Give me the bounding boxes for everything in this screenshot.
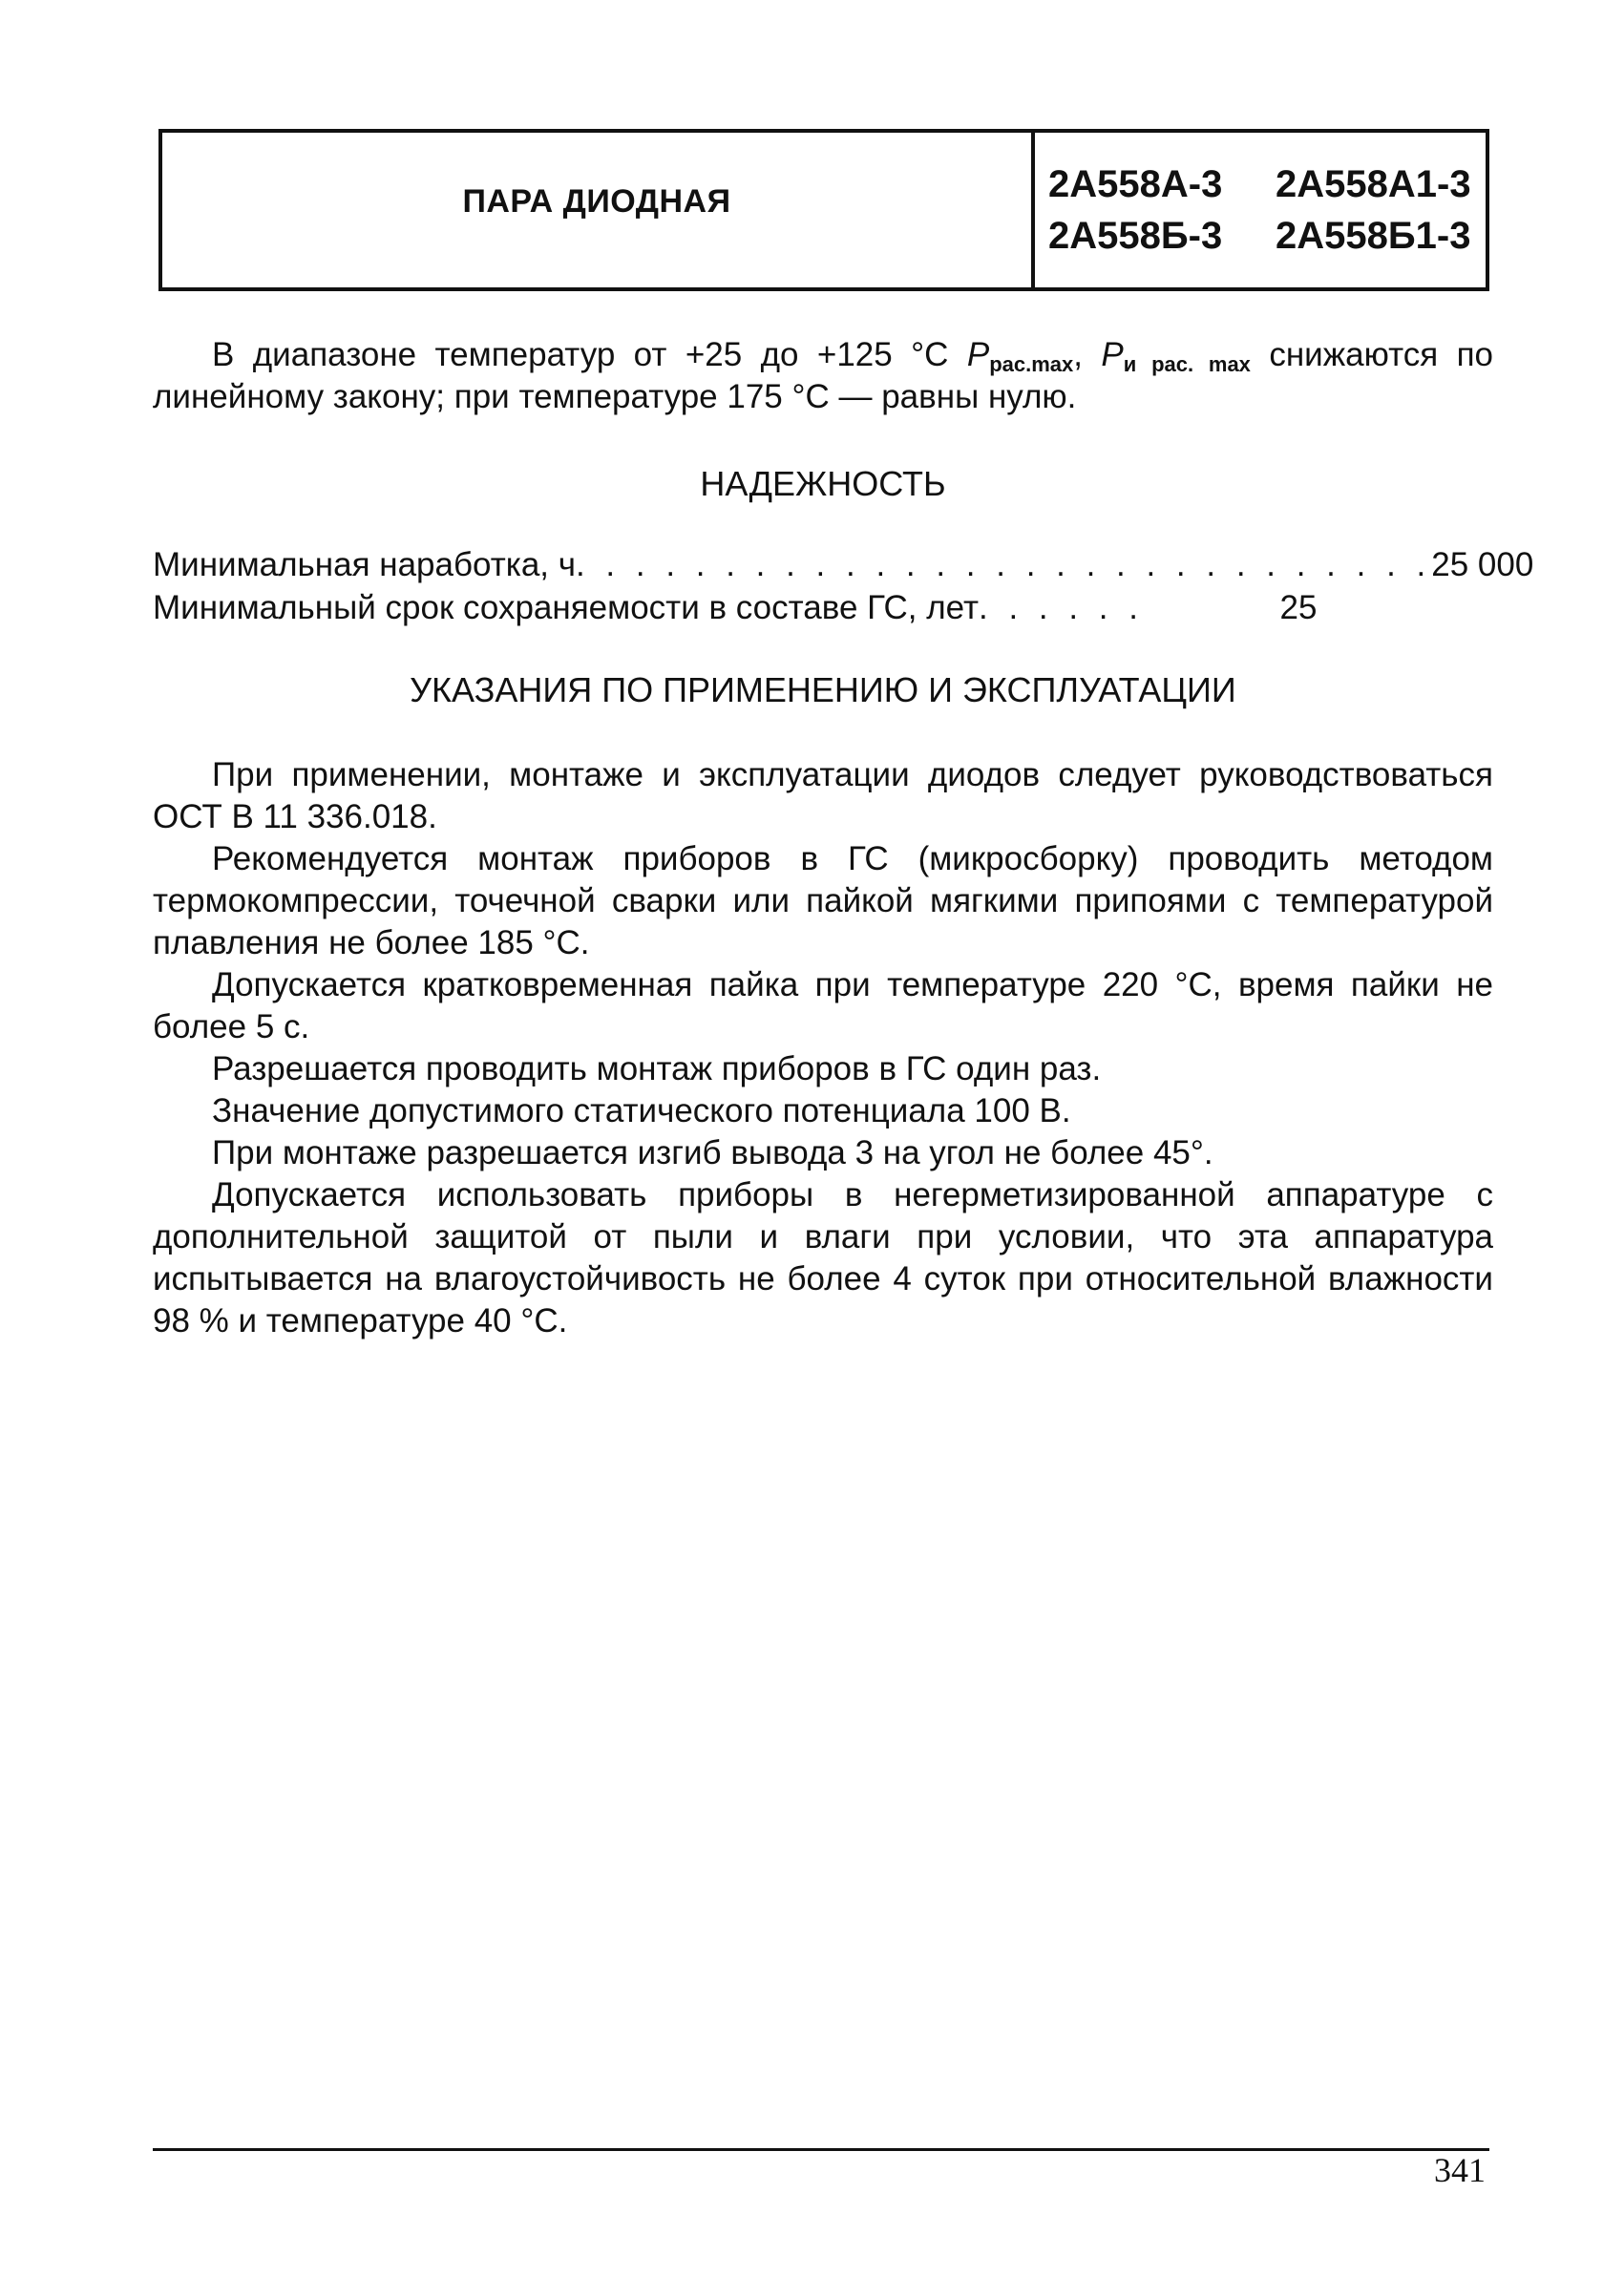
footer-rule [153, 2148, 1489, 2151]
reliability-label: Минимальная наработка, ч [153, 546, 576, 583]
usage-paragraph: Допускается использовать приборы в негерметизированной аппаратуре с дополнительной защитой от пыли и влаги при условии, что эта аппаратура испытывается на влагоустойчивость не более 4 суток при относительной влажности 98 % и температуре 40 °С. [153, 1176, 1493, 1339]
leader-dots: . . . . . . . . . . . . . . . . . . . . . . . . . . . . . [575, 546, 1432, 583]
pulse-power-subscript: и рас. max [1123, 352, 1251, 376]
power-subscript: рас.max [989, 352, 1074, 376]
document-title: ПАРА ДИОДНАЯ [462, 182, 731, 220]
reliability-heading: НАДЕЖНОСТЬ [700, 464, 946, 503]
intro-text-end: снижаются по линейному закону; при температуре 175 °С — равны нулю. [153, 336, 1493, 415]
usage-paragraph: При применении, монтаже и эксплуатации диодов следует руководствоваться ОСТ В 11 336.018. [153, 756, 1493, 835]
page-number: 341 [1434, 2151, 1486, 2189]
header-title-cell [162, 133, 1035, 287]
intro-text-start: В диапазоне температур от +25 до +125 °С [212, 336, 967, 373]
header-box [158, 129, 1489, 291]
codes-row-2 [1048, 210, 1486, 262]
usage-paragraph: При монтаже разрешается изгиб вывода 3 на угол не более 45°. [212, 1134, 1213, 1171]
reliability-value: 25 [1279, 589, 1318, 626]
reliability-row [153, 587, 1413, 629]
reliability-value: 25 000 [1431, 546, 1534, 583]
codes-row-1 [1048, 158, 1486, 210]
usage-paragraph: Допускается кратковременная пайка при температуре 220 °С, время пайки не более 5 с. [153, 966, 1493, 1045]
reliability-label: Минимальный срок сохраняемости в составе ГС, лет [153, 589, 980, 626]
device-code: 2А558А-3 [1048, 163, 1223, 205]
usage-heading: УКАЗАНИЯ ПО ПРИМЕНЕНИЮ И ЭКСПЛУАТАЦИИ [410, 670, 1236, 709]
usage-paragraph: Рекомендуется монтаж приборов в ГС (микросборку) проводить методом термокомпрессии, точечной сварки или пайкой мягкими припоями с температурой плавления не более 185 °С. [153, 840, 1493, 961]
device-code: 2А558Б1-3 [1276, 215, 1471, 257]
leader-dots: . . . . . . [979, 589, 1144, 626]
usage-paragraph: Значение допустимого статического потенциала 100 В. [212, 1092, 1071, 1129]
usage-section [153, 754, 1493, 1342]
device-code: 2А558Б-3 [1048, 215, 1223, 257]
symbol-separator: , [1073, 336, 1102, 373]
header-codes-cell [1035, 133, 1486, 287]
power-symbol: P [966, 336, 990, 373]
reliability-row [153, 544, 1534, 586]
usage-paragraph: Разрешается проводить монтаж приборов в ГС один раз. [212, 1050, 1102, 1087]
pulse-power-symbol: P [1101, 336, 1124, 373]
device-code: 2А558А1-3 [1276, 163, 1471, 205]
intro-paragraph [153, 334, 1493, 418]
